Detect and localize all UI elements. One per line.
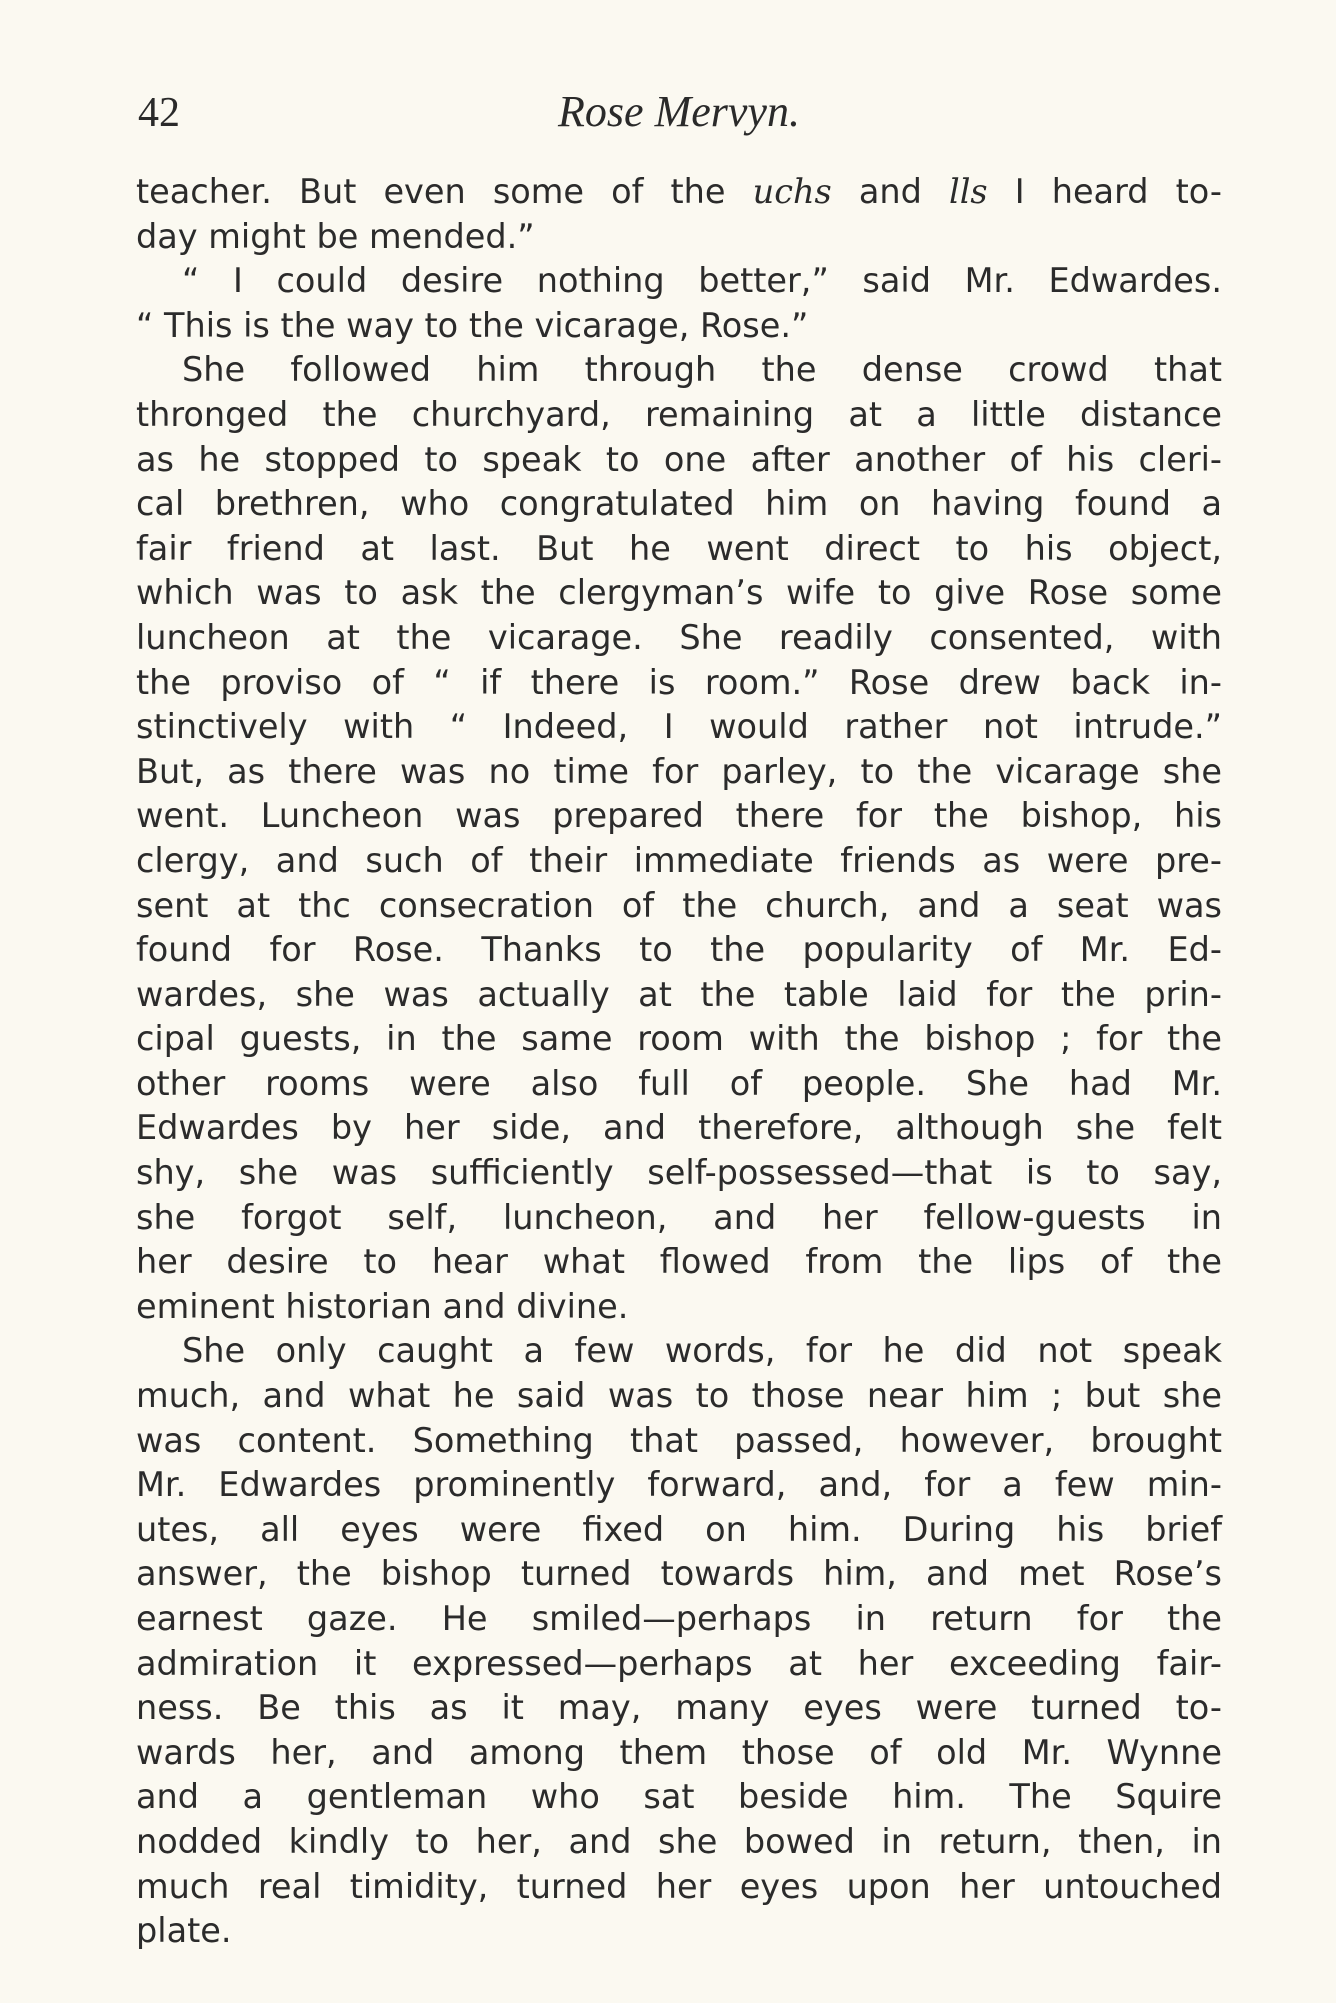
text-line: was content. Something that passed, however, brought [136,1420,1222,1460]
running-head [134,84,1224,144]
text-line: wardes, she was actually at the table laid for the prin- [136,974,1222,1014]
book-title: Rose Mervyn. [558,87,800,136]
text-line: cal brethren, who congratulated him on having found a [136,484,1222,524]
text-line: clergy, and such of their immediate friends as were pre- [136,840,1222,880]
text-line: nodded kindly to her, and she bowed in return, then, in [136,1821,1222,1861]
text-segment: teacher. But even some of the [136,172,753,211]
text-line: as he stopped to speak to one after another of his cleri- [136,439,1222,479]
paragraph [136,259,1222,348]
text-line: the proviso of “ if there is room.” Rose drew back in- [136,662,1222,702]
text-line: She only caught a few words, for he did not speak [182,1331,1222,1371]
text-line: and a gentleman who sat beside him. The Squire [136,1777,1222,1817]
text-line: much, and what he said was to those near him ; but she [136,1376,1222,1416]
italic-word: uchs [752,172,832,211]
text-line: stinctively with “ Indeed, I would rather not intrude.” [136,707,1222,747]
paragraph [136,170,1222,259]
paragraph [136,1329,1222,1953]
text-line: went. Luncheon was prepared there for the bishop, his [136,796,1222,836]
text-line: She followed him through the dense crowd that [182,350,1222,390]
text-line: shy, she was sufficiently self-possessed—that is to say, [136,1153,1222,1193]
text-line: sent at thc consecration of the church, and a seat was [136,885,1222,925]
text-segment: I heard to- [987,172,1222,211]
text-line: thronged the churchyard, remaining at a little distance [136,394,1222,434]
text-line: luncheon at the vicarage. She readily consented, with [136,617,1222,657]
text-line: But, as there was no time for parley, to the vicarage she [136,751,1222,791]
text-line: “ This is the way to the vicarage, Rose.” [136,305,809,345]
text-line: admiration it expressed—perhaps at her exceeding fair- [136,1643,1222,1683]
text-line: other rooms were also full of people. She had Mr. [136,1063,1222,1103]
text-line: which was to ask the clergyman’s wife to give Rose some [136,573,1222,613]
text-line: “ I could desire nothing better,” said Mr. Edwardes. [182,261,1222,301]
text-line: earnest gaze. He smiled—perhaps in return for the [136,1599,1222,1638]
text-line: Mr. Edwardes prominently forward, and, for a few min- [136,1465,1222,1505]
text-line: plate. [136,1911,232,1951]
text-line: her desire to hear what flowed from the lips of the [136,1242,1222,1282]
text-line: found for Rose. Thanks to the popularity of Mr. Ed- [136,930,1222,970]
text-line: cipal guests, in the same room with the bishop ; for the [136,1019,1222,1059]
text-segment: and [831,172,949,211]
text-line: she forgot self, luncheon, and her fellow-guests in [136,1197,1222,1237]
text-line: eminent historian and divine. [136,1286,629,1326]
text-line [136,170,1222,215]
text-line: Edwardes by her side, and therefore, although she felt [136,1108,1222,1148]
text-line: fair friend at last. But he went direct to his object, [136,528,1222,568]
italic-word: lls [948,172,988,211]
page-number: 42 [138,90,180,136]
text-line: wards her, and among them those of old Mr. Wynne [136,1732,1222,1772]
paragraph [136,348,1222,1329]
text-line: much real timidity, turned her eyes upon her untouched [136,1866,1222,1906]
text-line: ness. Be this as it may, many eyes were turned to- [136,1688,1222,1728]
text-line: utes, all eyes were fixed on him. During his brief [136,1509,1222,1549]
text-line: day might be mended.” [136,216,535,256]
body-text [136,170,1222,1954]
text-line: answer, the bishop turned towards him, and met Rose’s [136,1554,1222,1594]
